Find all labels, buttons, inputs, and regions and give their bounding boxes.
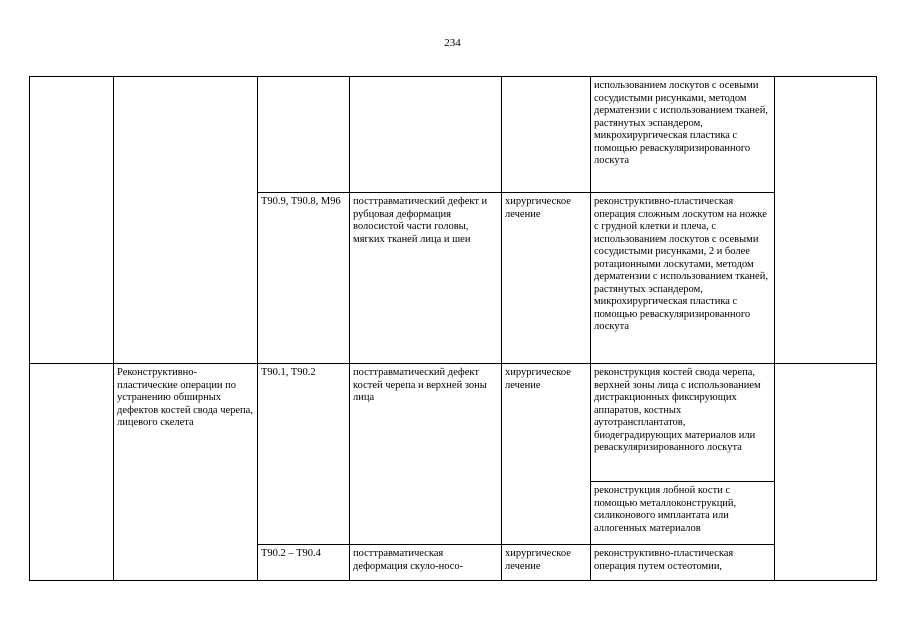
table-cell-number [30, 77, 114, 364]
table-cell-diagnosis: посттравматическая деформация скуло-носо- [350, 545, 502, 581]
table-cell-method: использованием лоскутов с осевыми сосудистыми рисунками, методом дерматензии с использованием тканей, растянутых эспандером, микрохирургическая пластика с помощью реваскуляризированного лоскута [591, 77, 775, 193]
table-cell-treatment-type: хирургическое лечение [502, 193, 591, 364]
table-cell-treatment-type: хирургическое лечение [502, 545, 591, 581]
table-cell-number [30, 364, 114, 581]
table-cell-diagnosis [350, 77, 502, 193]
page-number: 234 [444, 37, 461, 49]
table-cell-code [258, 77, 350, 193]
table-cell-code: T90.2 – T90.4 [258, 545, 350, 581]
table-row [30, 364, 877, 482]
table-cell-method: реконструкция костей свода черепа, верхней зоны лица с использованием дистракционных фиксирующих аппаратов, костных аутотрансплантатов, биодеградирующих материалов или реваскуляризированного лоскута [591, 364, 775, 482]
table-cell-diagnosis: посттравматический дефект костей черепа и верхней зоны лица [350, 364, 502, 545]
table-cell-method: реконструктивно-пластическая операция сложным лоскутом на ножке с грудной клетки и плеча, с использованием лоскутов с осевыми сосудистыми рисунками, 2 и более ротационными лоскутами, методом дерматензии с использованием тканей, растянутых эспандером, микрохирургическая пластика с помощью реваскуляризированного лоскута [591, 193, 775, 364]
medical-care-table [29, 76, 877, 581]
table-cell-code: T90.1, T90.2 [258, 364, 350, 545]
table-cell-norm [775, 364, 877, 581]
table-cell-diagnosis: посттравматический дефект и рубцовая деформация волосистой части головы, мягких тканей лица и шеи [350, 193, 502, 364]
table-cell-treatment-type: хирургическое лечение [502, 364, 591, 545]
table-cell-intervention [114, 77, 258, 364]
table-cell-norm [775, 77, 877, 364]
table-cell-treatment-type [502, 77, 591, 193]
table-cell-code: T90.9, T90.8, M96 [258, 193, 350, 364]
table-cell-method: реконструктивно-пластическая операция путем остеотомии, [591, 545, 775, 581]
table-row [30, 77, 877, 193]
table-cell-intervention: Реконструктивно-пластические операции по устранению обширных дефектов костей свода черепа, лицевого скелета [114, 364, 258, 581]
table-cell-method: реконструкция лобной кости с помощью металлоконструкций, силиконового имплантата или аллогенных материалов [591, 482, 775, 545]
